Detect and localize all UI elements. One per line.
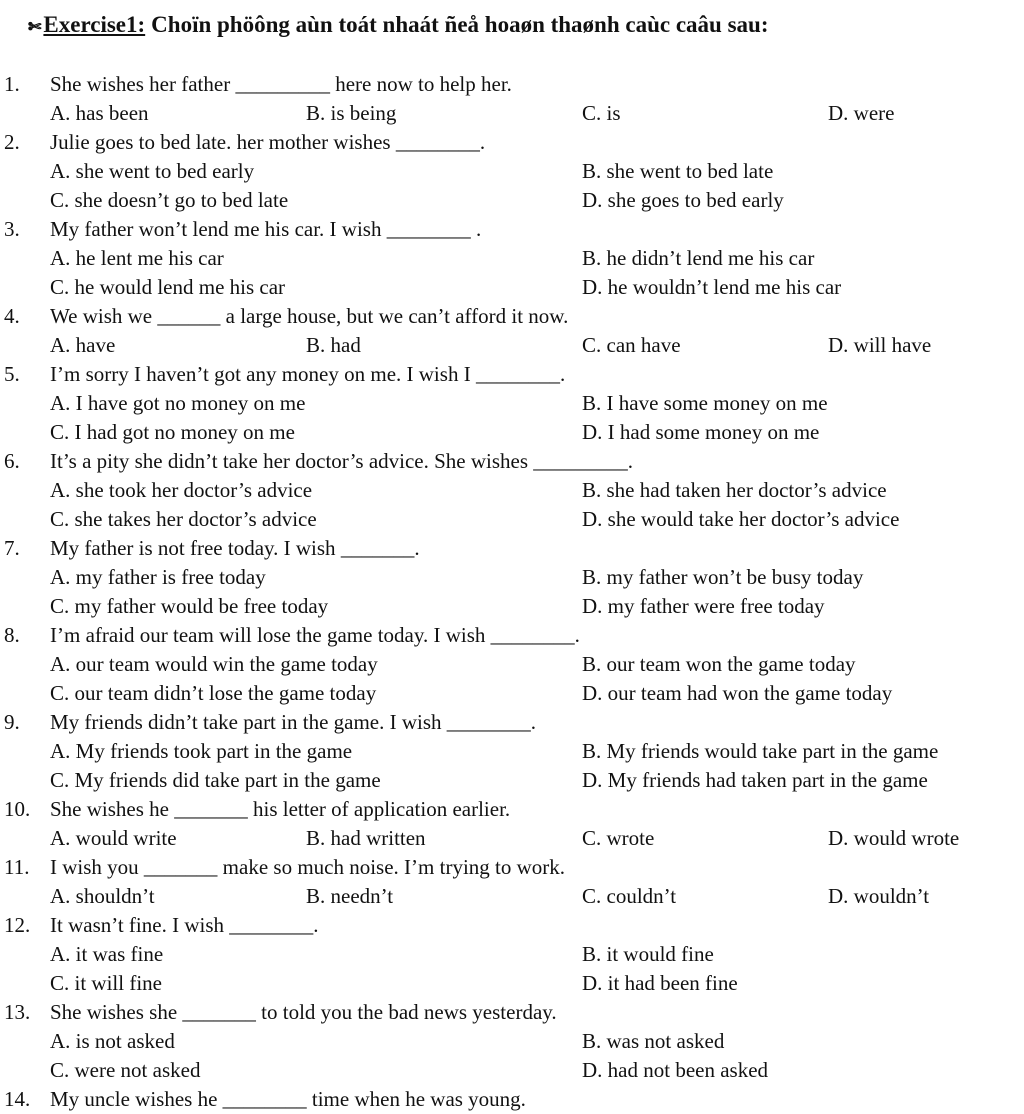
option-row (0, 650, 1024, 679)
question-text-end: . (530, 710, 537, 734)
question-text: I’m afraid our team will lose the game today. I wish (50, 623, 491, 647)
question-number: 8. (4, 623, 20, 647)
question-line (0, 360, 1024, 389)
option-row (0, 418, 1024, 447)
question-stem (50, 795, 510, 824)
question-stem (50, 70, 512, 99)
question-stem (50, 447, 633, 476)
question-number: 6. (4, 449, 20, 473)
answer-option-d[interactable]: D. our team had won the game today (582, 681, 893, 705)
answer-option-d[interactable]: D. he wouldn’t lend me his car (582, 275, 842, 299)
answer-option-c[interactable]: C. can have (582, 333, 681, 357)
answer-option-d[interactable]: D. would wrote (828, 826, 960, 850)
answer-option-b[interactable]: B. my father won’t be busy today (582, 565, 864, 589)
option-row (0, 331, 1024, 360)
answer-option-d[interactable]: D. had not been asked (582, 1058, 769, 1082)
answer-option-a[interactable]: A. it was fine (50, 942, 164, 966)
question-number: 3. (4, 217, 20, 241)
question-text: I’m sorry I haven’t got any money on me. I wish I (50, 362, 476, 386)
answer-option-b[interactable]: B. she had taken her doctor’s advice (582, 478, 887, 502)
answer-blank: ________ (490, 623, 575, 647)
answer-option-a[interactable]: A. is not asked (50, 1029, 175, 1053)
question-line (0, 853, 1024, 882)
answer-option-c[interactable]: C. she takes her doctor’s advice (50, 507, 317, 531)
answer-option-c[interactable]: C. My friends did take part in the game (50, 768, 381, 792)
option-row (0, 969, 1024, 998)
answer-option-b[interactable]: B. our team won the game today (582, 652, 856, 676)
question-stem (50, 998, 557, 1027)
question-text-end: . (627, 449, 634, 473)
question-stem (50, 128, 485, 157)
question-number: 7. (4, 536, 20, 560)
question-text: She wishes she (50, 1000, 183, 1024)
option-row (0, 563, 1024, 592)
answer-blank: _________ (235, 72, 330, 96)
option-row (0, 824, 1024, 853)
answer-option-d[interactable]: D. she would take her doctor’s advice (582, 507, 900, 531)
answer-option-b[interactable]: B. had written (306, 826, 426, 850)
question-line (0, 1085, 1024, 1114)
answer-option-a[interactable]: A. she took her doctor’s advice (50, 478, 313, 502)
question-line (0, 911, 1024, 940)
question-text-end: . (313, 913, 319, 937)
question-number: 14. (4, 1087, 31, 1111)
question-number: 11. (4, 855, 30, 879)
answer-option-b[interactable]: B. he didn’t lend me his car (582, 246, 815, 270)
question-stem (50, 360, 565, 389)
question-stem (50, 534, 420, 563)
option-row (0, 737, 1024, 766)
question-text: My uncle wishes he (50, 1087, 223, 1111)
answer-option-a[interactable]: A. have (50, 333, 116, 357)
answer-blank: _______ (182, 1000, 256, 1024)
option-row (0, 766, 1024, 795)
answer-option-c[interactable]: C. he would lend me his car (50, 275, 286, 299)
question-number: 5. (4, 362, 20, 386)
answer-blank: ________ (395, 130, 480, 154)
answer-option-b[interactable]: B. had (306, 333, 361, 357)
question-line (0, 215, 1024, 244)
answer-option-d[interactable]: D. wouldn’t (828, 884, 930, 908)
question-text: My father won’t lend me his car. I wish (50, 217, 387, 241)
question-line (0, 621, 1024, 650)
question-text-end: make so much noise. I’m trying to work. (217, 855, 566, 879)
question-text-end: time when he was young. (306, 1087, 526, 1111)
question-text-end: here now to help her. (329, 72, 512, 96)
question-number: 2. (4, 130, 20, 154)
question-text-end: . (470, 217, 482, 241)
question-number: 10. (4, 797, 31, 821)
question-text: Julie goes to bed late. her mother wishes (50, 130, 396, 154)
option-row (0, 99, 1024, 128)
question-line (0, 447, 1024, 476)
question-text-end: a large house, but we can’t afford it now. (220, 304, 569, 328)
option-row (0, 157, 1024, 186)
answer-blank: ________ (475, 362, 560, 386)
question-stem (50, 302, 568, 331)
question-text: She wishes her father (50, 72, 236, 96)
question-number: 12. (4, 913, 31, 937)
answer-blank: ________ (386, 217, 471, 241)
question-line (0, 128, 1024, 157)
question-stem (50, 215, 481, 244)
answer-option-a[interactable]: A. shouldn’t (50, 884, 155, 908)
answer-option-a[interactable]: A. would write (50, 826, 177, 850)
answer-blank: _______ (143, 855, 218, 879)
answer-option-c[interactable]: C. she doesn’t go to bed late (50, 188, 289, 212)
answer-option-b[interactable]: B. it would fine (582, 942, 714, 966)
question-number: 9. (4, 710, 20, 734)
answer-option-c[interactable]: C. wrote (582, 826, 655, 850)
option-row (0, 1056, 1024, 1085)
answer-option-a[interactable]: A. my father is free today (50, 565, 266, 589)
answer-blank: _______ (174, 797, 248, 821)
exercise-instruction: Choïn phöông aùn toát nhaát ñeå hoaøn thaønh caùc caâu sau: (151, 12, 769, 37)
answer-option-b[interactable]: B. is being (306, 101, 397, 125)
option-row (0, 882, 1024, 911)
question-stem (50, 621, 580, 650)
question-line (0, 795, 1024, 824)
question-text: My friends didn’t take part in the game. I wish (50, 710, 447, 734)
option-row (0, 592, 1024, 621)
answer-option-a[interactable]: A. has been (50, 101, 149, 125)
question-number: 1. (4, 72, 20, 96)
answer-option-d[interactable]: D. she goes to bed early (582, 188, 784, 212)
answer-blank: _________ (533, 449, 628, 473)
option-row (0, 940, 1024, 969)
answer-option-b[interactable]: B. My friends would take part in the game (582, 739, 939, 763)
answer-blank: ________ (446, 710, 531, 734)
question-stem (50, 708, 536, 737)
answer-option-b[interactable]: B. was not asked (582, 1029, 725, 1053)
answer-option-a[interactable]: A. I have got no money on me (50, 391, 306, 415)
question-line (0, 302, 1024, 331)
answer-option-d[interactable]: D. I had some money on me (582, 420, 820, 444)
question-text-end: . (479, 130, 486, 154)
question-text: She wishes he (50, 797, 175, 821)
option-row (0, 679, 1024, 708)
answer-option-d[interactable]: D. will have (828, 333, 932, 357)
question-text-end: . (574, 623, 580, 647)
question-number: 4. (4, 304, 20, 328)
answer-option-c[interactable]: C. my father would be free today (50, 594, 329, 618)
exercise-title (28, 12, 769, 38)
question-line (0, 70, 1024, 99)
answer-option-a[interactable]: A. My friends took part in the game (50, 739, 353, 763)
question-line (0, 708, 1024, 737)
answer-option-c[interactable]: C. is (582, 101, 621, 125)
option-row (0, 244, 1024, 273)
question-text-end: to told you the bad news yesterday. (255, 1000, 557, 1024)
answer-option-d[interactable]: D. My friends had taken part in the game (582, 768, 928, 792)
question-line (0, 998, 1024, 1027)
question-stem (50, 853, 565, 882)
exercise-label: Exercise1: (43, 12, 146, 37)
option-row (0, 505, 1024, 534)
question-text-end: . (559, 362, 566, 386)
answer-option-c[interactable]: C. our team didn’t lose the game today (50, 681, 377, 705)
answer-option-b[interactable]: B. needn’t (306, 884, 394, 908)
answer-option-d[interactable]: D. my father were free today (582, 594, 825, 618)
answer-option-d[interactable]: D. it had been fine (582, 971, 738, 995)
question-text: I wish you (50, 855, 144, 879)
question-text: It wasn’t fine. I wish (50, 913, 230, 937)
question-number: 13. (4, 1000, 31, 1024)
answer-option-c[interactable]: C. were not asked (50, 1058, 201, 1082)
answer-option-c[interactable]: C. couldn’t (582, 884, 677, 908)
option-row (0, 186, 1024, 215)
answer-option-b[interactable]: B. I have some money on me (582, 391, 828, 415)
question-text: My father is not free today. I wish (50, 536, 341, 560)
answer-blank: ______ (157, 304, 221, 328)
answer-blank: ________ (229, 913, 314, 937)
question-stem (50, 911, 319, 940)
question-text-end: his letter of application earlier. (247, 797, 511, 821)
answer-option-c[interactable]: C. it will fine (50, 971, 162, 995)
answer-option-c[interactable]: C. I had got no money on me (50, 420, 295, 444)
answer-option-a[interactable]: A. he lent me his car (50, 246, 224, 270)
scissors-icon: ✄ (28, 19, 42, 36)
question-text-end: . (414, 536, 420, 560)
option-row (0, 273, 1024, 302)
option-row (0, 1027, 1024, 1056)
answer-blank: _______ (340, 536, 415, 560)
question-text: It’s a pity she didn’t take her doctor’s advice. She wishes (50, 449, 534, 473)
answer-option-a[interactable]: A. she went to bed early (50, 159, 255, 183)
option-row (0, 389, 1024, 418)
question-text: We wish we (50, 304, 158, 328)
answer-option-d[interactable]: D. were (828, 101, 895, 125)
option-row (0, 476, 1024, 505)
answer-option-a[interactable]: A. our team would win the game today (50, 652, 378, 676)
answer-blank: ________ (222, 1087, 307, 1111)
question-line (0, 534, 1024, 563)
question-stem (50, 1085, 526, 1114)
answer-option-b[interactable]: B. she went to bed late (582, 159, 774, 183)
